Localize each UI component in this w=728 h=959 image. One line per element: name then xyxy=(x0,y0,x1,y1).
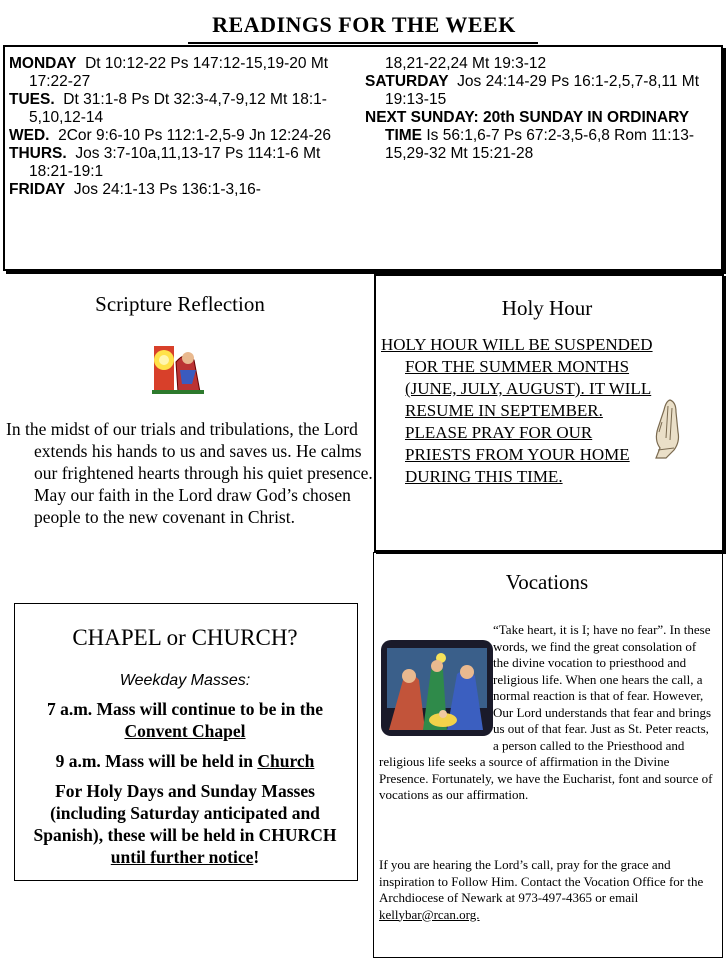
exclamation-mark: ! xyxy=(253,847,260,867)
scripture-title: Scripture Reflection xyxy=(95,292,265,316)
reading-monday xyxy=(9,55,361,91)
chapel-subtitle: Weekday Masses: xyxy=(119,672,251,689)
holy-hour-title: Holy Hour xyxy=(501,296,593,320)
chapel-line-1 xyxy=(18,698,352,742)
readings-left-column xyxy=(9,55,361,199)
vocations-title: Vocations xyxy=(505,570,589,594)
page-title: READINGS FOR THE WEEK xyxy=(212,12,516,37)
reading-text: 2Cor 9:6-10 Ps 112:1-2,5-9 Jn 12:24-26 xyxy=(58,127,331,144)
vocations-email-link[interactable]: kellybar@rcan.org. xyxy=(379,906,480,922)
reading-friday-continued: 18,21-22,24 Mt 19:3-12 xyxy=(385,55,547,72)
reading-text: Jos 24:1-13 Ps 136:1-3,16- xyxy=(73,181,261,198)
day-label: SATURDAY xyxy=(365,73,449,90)
vocations-contact xyxy=(379,857,713,923)
holy-hour-text xyxy=(381,334,653,488)
day-label: NEXT SUNDAY: 20th SUNDAY IN ORDINARY TIME xyxy=(365,109,689,144)
until-further-notice-label: until further notice xyxy=(110,847,254,867)
readings-box xyxy=(3,45,723,271)
title-underline xyxy=(188,42,538,44)
holy-hour-notice: HOLY HOUR WILL BE SUSPENDED FOR THE SUMMER MONTHS (JUNE, JULY, AUGUST). IT WILL RESUME IN SEPTEMBER. PLEASE PRAY FOR OUR PRIESTS FROM YOUR HOME DURING THIS TIME. xyxy=(381,335,653,486)
reading-text: Jos 24:14-29 Ps 16:1-2,5,7-8,11 Mt 19:13-15 xyxy=(385,73,699,108)
chapel-line-3-text: For Holy Days and Sunday Masses (including Saturday anticipated and Spanish), these will be held in CHURCH xyxy=(33,781,337,845)
chapel-line-2 xyxy=(18,750,352,772)
vocations-paragraph-2: If you are hearing the Lord’s call, pray for the grace and inspiration to Follow Him. Contact the Vocation Office for the Archdiocese of Newark at 973-497-4365 or email xyxy=(379,857,704,905)
scripture-text: In the midst of our trials and tribulations, the Lord extends his hands to us and saves us. He calms our frightened hearts through his quiet presence. May our faith in the Lord draw God’s chosen people to the new covenant in Christ. xyxy=(6,419,373,527)
readings-right-column xyxy=(365,55,713,163)
church-label: Church xyxy=(257,751,315,771)
reading-friday xyxy=(9,181,361,199)
prayer-candle-icon xyxy=(150,340,206,396)
reading-next-sunday xyxy=(365,109,713,163)
reading-saturday xyxy=(365,73,713,109)
reading-text: Dt 31:1-8 Ps Dt 32:3-4,7-9,12 Mt 18:1-5,10,12-14 xyxy=(29,91,327,126)
chapel-title: CHAPEL or CHURCH? xyxy=(72,625,298,650)
chapel-line-2-text: 9 a.m. Mass will be held in xyxy=(55,751,253,771)
day-label: THURS. xyxy=(9,145,67,162)
reading-wednesday xyxy=(9,127,361,145)
reading-tuesday xyxy=(9,91,361,127)
praying-hands-icon xyxy=(646,398,690,460)
reading-text: Jos 3:7-10a,11,13-17 Ps 114:1-6 Mt 18:21-19:1 xyxy=(29,145,321,180)
day-label: TUES. xyxy=(9,91,55,108)
chapel-body xyxy=(18,698,352,876)
nativity-scene-icon xyxy=(381,640,493,736)
chapel-line-1-text: 7 a.m. Mass will continue to be in the xyxy=(46,699,324,719)
vocations-paragraph-1: “Take heart, it is I; have no fear”. In these words, we find the great consolation of the divine vocation to priesthood and religious life. When one hears the call, a normal reaction is that of fear. However, Our Lord understands that fear and brings us out of that fear. Just as St. Peter reacts, a person called to the Priesthood and religious life seeks a source of affirmation in the Divine Presence. Fortunately, we have the Eucharist, font and source of vocations as our affirmation. xyxy=(379,622,713,802)
day-label: MONDAY xyxy=(9,55,77,72)
reading-text: Is 56:1,6-7 Ps 67:2-3,5-6,8 Rom 11:13-15,29-32 Mt 15:21-28 xyxy=(385,127,695,162)
day-label: FRIDAY xyxy=(9,181,66,198)
reading-thursday xyxy=(9,145,361,181)
day-label: WED. xyxy=(9,127,50,144)
chapel-line-3 xyxy=(18,780,352,868)
reading-text: Dt 10:12-22 Ps 147:12-15,19-20 Mt 17:22-27 xyxy=(29,55,329,90)
convent-chapel-label: Convent Chapel xyxy=(124,721,246,741)
